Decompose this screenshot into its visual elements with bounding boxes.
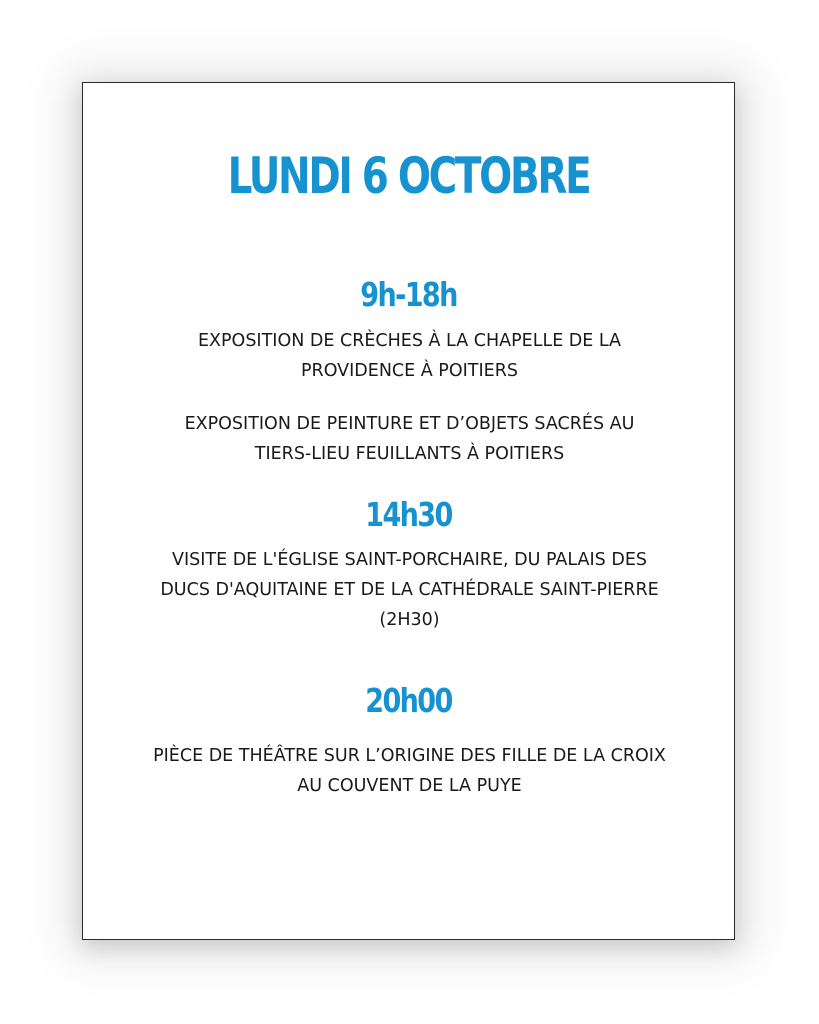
day-title: LUNDI 6 OCTOBRE	[227, 147, 590, 205]
event-description	[113, 545, 706, 635]
event-description	[113, 326, 706, 386]
event-line: (2H30)	[379, 610, 440, 630]
event-line: TIERS-LIEU FEUILLANTS À POITIERS	[254, 444, 565, 464]
time-slot-heading: 14h30	[365, 495, 452, 534]
event-line: PIÈCE DE THÉÂTRE SUR L’ORIGINE DES FILLE DE LA CROIX	[153, 746, 666, 766]
event-line: DUCS D'AQUITAINE ET DE LA CATHÉDRALE SAINT-PIERRE	[160, 580, 659, 600]
event-line: EXPOSITION DE CRÈCHES À LA CHAPELLE DE LA	[197, 331, 622, 351]
event-description	[113, 741, 706, 801]
event-line: VISITE DE L'ÉGLISE SAINT-PORCHAIRE, DU PALAIS DES	[172, 550, 647, 570]
event-line: PROVIDENCE À POITIERS	[301, 361, 518, 381]
program-sheet	[82, 82, 735, 940]
event-line: AU COUVENT DE LA PUYE	[297, 776, 522, 796]
time-slot-heading: 9h-18h	[360, 275, 457, 314]
time-slot-heading: 20h00	[365, 681, 452, 720]
event-description	[113, 409, 706, 469]
event-line: EXPOSITION DE PEINTURE ET D’OBJETS SACRÉS AU	[184, 414, 635, 434]
